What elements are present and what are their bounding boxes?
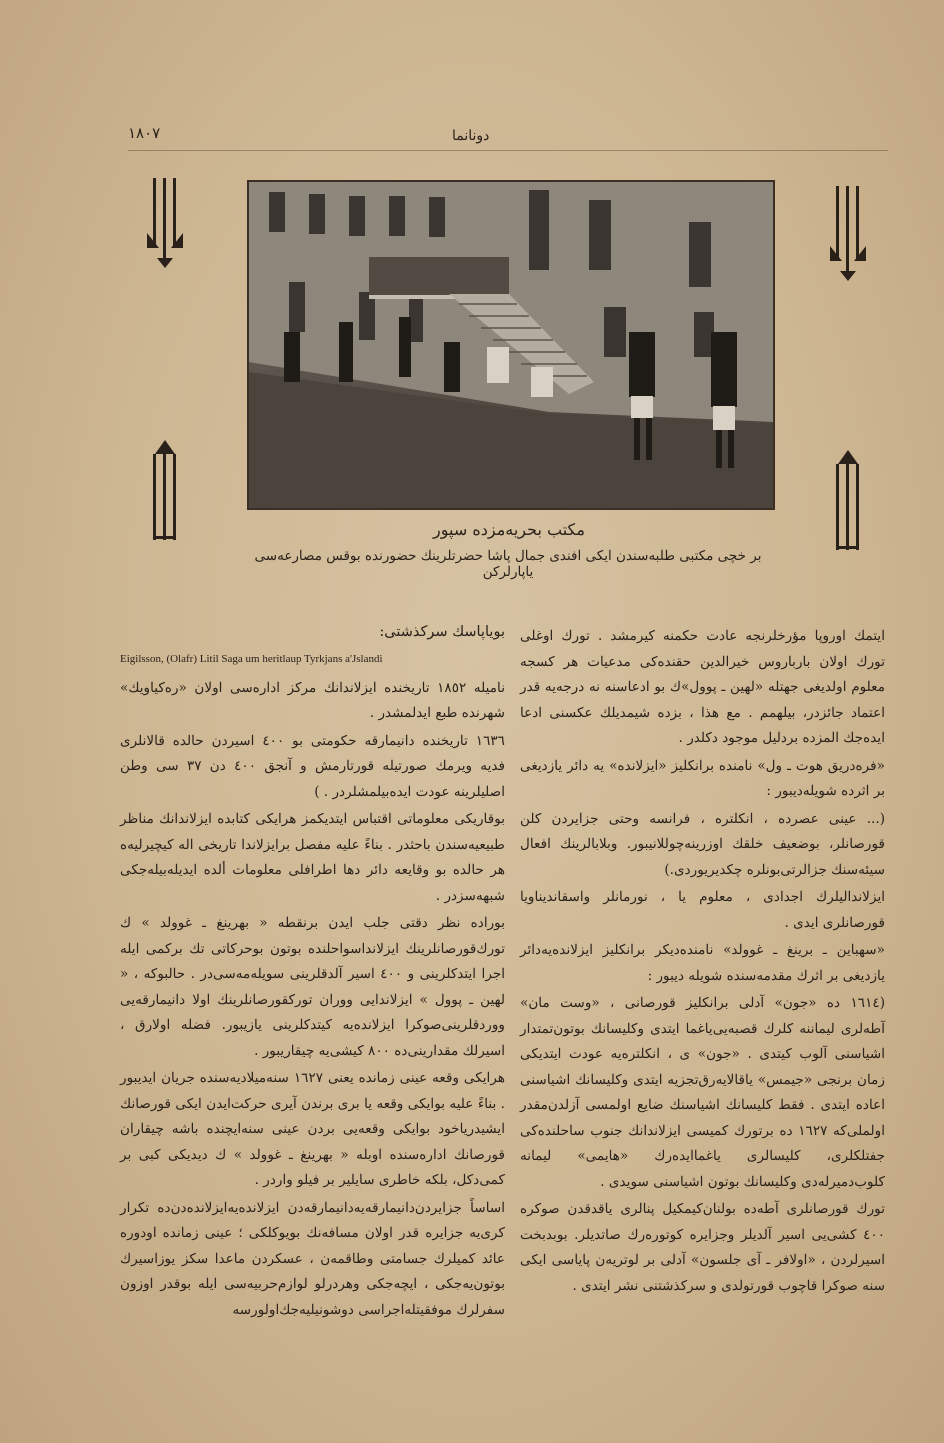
page-number: ١٨٠٧ bbox=[128, 124, 161, 142]
right-ornament-bottom bbox=[828, 450, 868, 550]
boxing-photo bbox=[247, 180, 775, 510]
left-ornament-top bbox=[145, 178, 185, 268]
right-ornament-top bbox=[828, 186, 868, 281]
paragraph: ایتمك اوروپا مؤرخلرنجه عادت حكمنه كیرمشد . تورك اوغلی تورك اولان بارباروس خیرالدین حقنده‌كی مدعیات هر كسجه معلوم اولدیغی جهتله «لهین ـ پوول»ك بو ادعاسنه نه درجه‌یه قدر اعتماد جائزدر، بیلهمم . مع هذا ، بزده شیمدیلك عکسنی ادعا ایده‌جك المزده بردلیل موجود دكلدر . bbox=[520, 628, 885, 746]
paragraph: هرایكی وقعه عینی زمانده یعنی ١٦٢٧ سنه‌میلادیه‌سنده جریان ایدیبور . بناءً علیه بوایكی وقعه یا بری برندن آیری حركت‌ایدن ایكی قورصانك ایشیدریاخود بوایكی وقعه‌یی بردن عینی سنه‌ایچنده باشه چیقاران قورصانك اداره‌سنده اوبله « بهرینغ ـ غوولد » ك دیدیكی كبی بر كمی‌دكل، بلكه خاطری سایلیر بر فیلو واردر . bbox=[120, 1070, 506, 1188]
paragraph: (١٦١٤ ده «جون» آدلی برانكلیز قورصانی ، «وست مان» آطه‌لری لیماننه كلرك قصبه‌یی‌یاغما ایتدی وكلیسانك بوتون‌تمتدار اشیاسنی آلوب كیتدی . «جون» ی ، انكلتره‌یه عودت ایتدیكی زمان برنجی «جیمس» یاقالایه‌رق‌تجزیه ایتدی وكلیسانك اشیاسنی اعاده ایتدی . فقط كلیسانك اشیاسنك ضایع اولمسی آزلدن‌مقدر اولملی‌كه ١٦٢٧ ده برتورك كمیسی ایزلاندانك جنوب ساحلنده‌كی جفتلكلری، كلیسالری یاغماایده‌رك «هایمی» لیمانه كلوب‌دمیرله‌دی وكلیسانك بوتون اشیاسنی سویدی . bbox=[520, 995, 885, 1190]
left-ornament-bottom bbox=[145, 440, 185, 540]
right-text-column bbox=[520, 624, 885, 1301]
paragraph: نامیله ١٨٥٢ تاریخنده ایزلاندانك مركز اداره‌سی اولان «ره‌كیاویك» شهرنده طبع ایدلمشدر . bbox=[120, 679, 505, 721]
paragraph: بوقاریكی معلوماتی اقتباس ایتدیكمز هرایكی كتابده ایزلاندانك مناظر طبیعیه‌سندن باحثدر . بناءً علیه مفصل برایزلاندا تاریخی اله كیچیرلیه‌ه هر حالده بو وقایعه دائر دها اطرافلی معلومات ألده ایدیله‌بیله‌جكی شبهه‌سزدر . bbox=[120, 811, 505, 904]
paragraph: «فره‌دریق هوت ـ ول» نامنده برانكلیز «ایزلانده» یه دائر یازدیغی بر اثرده شویله‌دیبور : bbox=[520, 757, 885, 799]
section-title: بویاپاسك سركذشتی: bbox=[379, 624, 505, 640]
bibliography-reference: Eigilsson, (Olafr) Litil Saga um heritlaup Tyrkjans a'Jslandi bbox=[120, 652, 383, 665]
photo-caption-title: مكتب بحريه‌مزده سپور bbox=[433, 520, 585, 539]
paragraph: اساساً جزایردن‌دانیمارقه‌یه‌دانیمارقه‌دن ایزلانده‌یه‌ایزلانده‌دن‌ده تكرار كری‌یه جزایره قدر اولان مسافه‌نك بویوكلكی ؛ عینی زمانده اودوره عائد كمیلرك جسامتی وطاقمه‌ن ، عسكردن ماعدا سكز یوزاسیرك بوتون‌یه‌جكی ، ایچه‌جكی وهردرلو لوازم‌حربیه‌سی ایله بوقدر اوزون سفرلرك موفقیتله‌اجراسی دوشونیلیه‌جك‌اولورسه bbox=[120, 1199, 505, 1318]
paragraph: «سهباین ـ برینغ ـ غوولد» نامنده‌دیكر برانكلیز ایزلانده‌یه‌دائر یازدیغی بر اثرك مقدمه‌سنده شویله دیبور : bbox=[520, 942, 885, 984]
photo-caption-subtitle: بر خچی مکتبی طلبه‌سندن ایکی افندی جمال پاشا حضرتلرینك حضورنده بوقس مصارعه‌سی یاپارلرکن bbox=[254, 548, 762, 580]
header-rule bbox=[128, 150, 888, 151]
paragraph: تورك قورصانلری آطه‌ده بولنان‌كیمكیل پنالری یاقدقدن صوكره ٤٠٠ كشی‌یی اسیر آلدیلر وجزایره كوتوره‌رك صاتدیلر. بوبدبخت اسیرلردن ، «اولافر ـ آی جلسون» آدلی بر لوتریه‌ن پایاسی ایكی سنه صوكرا قاچوب قورتولدی و سركذشتنی نشر ایتدی . bbox=[520, 1201, 885, 1294]
left-text-column bbox=[120, 620, 505, 1325]
photograph-illustration bbox=[249, 182, 773, 508]
paragraph: ١٦٣٦ تاریخنده دانیمارقه حكومتی بو ٤٠٠ اسیردن حالده قالانلری فدیه ویرمك صورتیله قورتارمش و آنجق ٤٠٠ دن ٣٧ سی وطن اصلیلرینه عودت ایده‌بیلمشلردر . ) bbox=[120, 732, 505, 800]
paragraph: (... عینی عصرده ، انكلتره ، فرانسه وحتی جزایردن كلن قورصانلر، بوضعیف خلقك اوزرینه‌چوللانیبور. وبلابالرینك افعال سیئه‌سنك جزالرتی‌بونلره چكدیریوردی.) bbox=[520, 810, 885, 878]
paragraph: بوراده نظر دقتی جلب ایدن برنقطه « بهرینغ ـ غوولد » ك تورك‌قورصانلرینك ایزلانداسواحلنده بوتون بوحركاتی تك بركمی ایله اجرا ایتدكلرینی و ٤٠٠ اسیر آلدقلرینی سویله‌مه‌سی‌در . حالبوكه ، « لهین ـ پوول » ایزلاندایی ووران توركقورصانلرینك اولا دانیمارقه‌یی ووردقلرینی‌صوكرا ایزلانده‌یه كیتدكلرینی یازیبور. فضله اولارق ، اسیرلك مقدارینی‌ده ٨٠٠ كیشی‌یه چیقاریبور . bbox=[120, 915, 505, 1059]
paragraph: ایزلاندالیلرك اجدادی ، معلوم یا ، نورمانلر واسقاندیناویا قورصانلری ایدی . bbox=[520, 889, 885, 931]
magazine-title: دونانما bbox=[452, 128, 490, 144]
